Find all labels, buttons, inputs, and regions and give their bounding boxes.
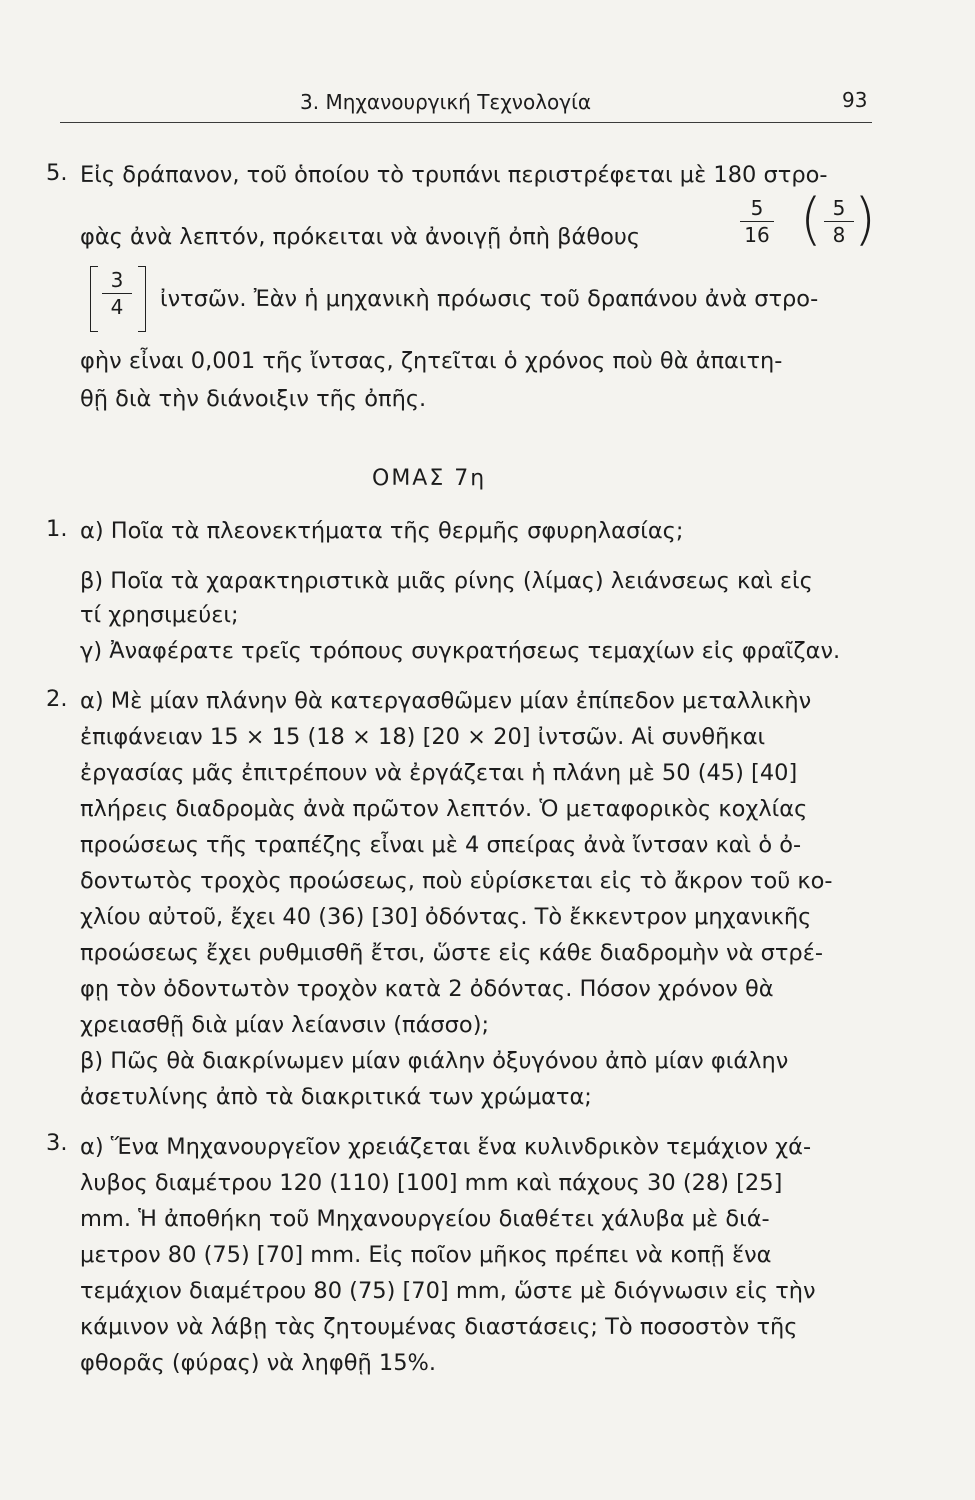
question-2-line: ἐργασίας μᾶς ἐπιτρέπουν νὰ ἐργάζεται ἡ πλάνη μὲ 50 (45) [40] [80,760,798,786]
fraction-denominator: 16 [744,223,770,247]
header-rule [60,122,872,123]
left-parenthesis: ( [800,187,822,252]
problem-5-number: 5. [46,160,68,186]
question-2-line: πλήρεις διαδρομὰς ἀνὰ πρῶτον λεπτόν. Ὁ μεταφορικὸς κοχλίας [80,796,808,822]
question-1c: γ) Ἀναφέρατε τρεῖς τρόπους συγκρατήσεως τεμαχίων εἰς φραῖζαν. [80,638,841,664]
problem-5-line-4: φὴν εἶναι 0,001 τῆς ἴντσας, ζητεῖται ὁ χρόνος ποὺ θὰ ἀπαιτη- [80,348,783,374]
right-bracket [138,266,146,332]
question-3-line: κάμινον νὰ λάβῃ τὰς ζητουμένας διαστάσεις; Τὸ ποσοστὸν τῆς [80,1314,798,1340]
question-3-line: α) Ἕνα Μηχανουργεῖον χρειάζεται ἕνα κυλινδρικὸν τεμάχιον χά- [80,1134,812,1160]
fraction-bar [824,221,854,222]
question-2-number: 2. [46,686,68,712]
question-2-line: χλίου αὐτοῦ, ἔχει 40 (36) [30] ὀδόντας. Τὸ ἔκκεντρον μηχανικῆς [80,904,812,930]
question-3-number: 3. [46,1130,68,1156]
fraction-numerator: 3 [110,268,124,292]
question-2-line: α) Μὲ μίαν πλάνην θὰ κατεργασθῶμεν μίαν ἐπίπεδον μεταλλικὴν [80,688,812,714]
fraction-depth-alt [824,196,854,247]
question-2-line: δοντωτὸς τροχὸς προώσεως, ποὺ εὑρίσκεται εἰς τὸ ἄκρον τοῦ κο- [80,868,833,894]
question-2-line: φῃ τὸν ὀδοντωτὸν τροχὸν κατὰ 2 ὀδόντας. Πόσον χρόνον θὰ [80,976,774,1002]
question-2-line: ἀσετυλίνης ἀπὸ τὰ διακριτικά των χρώματα; [80,1084,592,1110]
fraction-depth-bracket [102,268,132,319]
fraction-bar [740,221,774,222]
question-2-line: προώσεως τῆς τραπέζης εἶναι μὲ 4 σπείρας ἀνὰ ἴντσαν καὶ ὁ ὀ- [80,832,802,858]
question-3-line: φθορᾶς (φύρας) νὰ ληφθῇ 15%. [80,1350,437,1376]
left-bracket [90,266,98,332]
question-2-line: β) Πῶς θὰ διακρίνωμεν μίαν φιάλην ὀξυγόνου ἀπὸ μίαν φιάλην [80,1048,789,1074]
fraction-numerator: 5 [750,196,764,220]
right-parenthesis: ) [854,187,876,252]
fraction-denominator: 4 [110,295,124,319]
question-1b-line-2: τί χρησιμεύει; [80,602,239,628]
question-1b-line-1: β) Ποῖα τὰ χαρακτηριστικὰ μιᾶς ρίνης (λίμας) λειάνσεως καὶ εἰς [80,568,813,594]
question-3-line: λυβος διαμέτρου 120 (110) [100] mm καὶ πάχους 30 (28) [25] [80,1170,783,1196]
problem-5-line-1: Εἰς δράπανον, τοῦ ὁποίου τὸ τρυπάνι περιστρέφεται μὲ 180 στρο- [80,162,828,188]
fraction-depth-inches [740,196,774,247]
problem-5-line-5: θῇ διὰ τὴν διάνοιξιν τῆς ὀπῆς. [80,386,427,412]
question-1-number: 1. [46,516,68,542]
question-1a: α) Ποῖα τὰ πλεονεκτήματα τῆς θερμῆς σφυρηλασίας; [80,518,684,544]
running-head-chapter-title: 3. Μηχανουργική Τεχνολογία [300,90,592,114]
fraction-numerator: 5 [832,196,846,220]
question-2-line: προώσεως ἔχει ρυθμισθῆ ἔτσι, ὥστε εἰς κάθε διαδρομὴν νὰ στρέ- [80,940,823,966]
question-3-line: τεμάχιον διαμέτρου 80 (75) [70] mm, ὥστε μὲ διόγνωσιν εἰς τὴν [80,1278,816,1304]
page-number: 93 [842,88,868,112]
problem-5-line-3: ἰντσῶν. Ἐὰν ἡ μηχανικὴ πρόωσις τοῦ δραπάνου ἀνὰ στρο- [160,286,819,312]
question-3-line: mm. Ἡ ἀποθήκη τοῦ Μηχανουργείου διαθέτει χάλυβα μὲ διά- [80,1206,770,1232]
fraction-bar [102,293,132,294]
group-heading: ΟΜΑΣ 7η [372,466,487,491]
question-2-line: χρειασθῇ διὰ μίαν λείανσιν (πάσσο); [80,1012,490,1038]
question-3-line: μετρον 80 (75) [70] mm. Εἰς ποῖον μῆκος πρέπει νὰ κοπῇ ἕνα [80,1242,772,1268]
question-2-line: ἐπιφάνειαν 15 × 15 (18 × 18) [20 × 20] ἰντσῶν. Αἱ συνθῆκαι [80,724,766,750]
problem-5-line-2: φὰς ἀνὰ λεπτόν, πρόκειται νὰ ἀνοιγῇ ὀπὴ βάθους [80,224,641,250]
fraction-denominator: 8 [832,223,846,247]
